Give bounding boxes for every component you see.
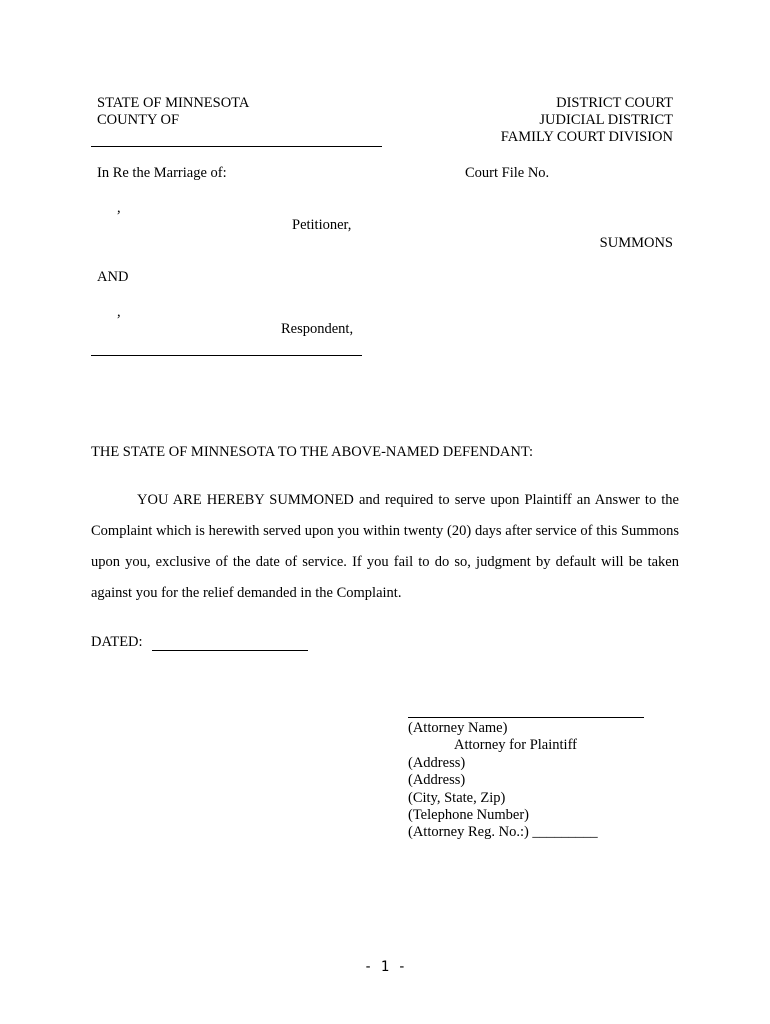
summons-paragraph: YOU ARE HEREBY SUMMONED and required to serve upon Plaintiff an Answer to the Complaint which is herewith served upon you within twenty (20) days after service of this Summons upon you, exclusive of the date of service. If you fail to do so, judgment by default will be taken against you for the relief demanded in the Complaint. [91, 492, 679, 601]
district-label: JUDICIAL DISTRICT [539, 112, 673, 128]
petitioner-label: Petitioner, [292, 217, 352, 233]
court-file-label: Court File No. [465, 165, 550, 181]
attorney-address-2: (Address) [408, 772, 466, 789]
attorney-name: (Attorney Name) [408, 720, 508, 736]
caption-bottom-rule [91, 355, 362, 356]
page-number: - 1 - [363, 959, 407, 975]
dated-label: DATED: [91, 634, 143, 650]
attorney-signature-block [408, 720, 598, 842]
document-title: SUMMONS [599, 235, 673, 251]
division-label: FAMILY COURT DIVISION [500, 129, 673, 145]
attorney-address-1: (Address) [408, 754, 466, 771]
petitioner-name-comma: , [117, 200, 121, 216]
attorney-city-state-zip: (City, State, Zip) [408, 789, 506, 806]
dated-signature-line[interactable] [152, 650, 308, 651]
respondent-name-comma: , [117, 304, 121, 320]
state-label: STATE OF MINNESOTA [97, 95, 250, 111]
and-label: AND [97, 269, 129, 285]
attorney-signature-line[interactable] [408, 717, 644, 718]
in-re-label: In Re the Marriage of: [97, 165, 227, 181]
attorney-telephone: (Telephone Number) [408, 807, 529, 824]
county-underline [91, 146, 382, 147]
respondent-label: Respondent, [281, 321, 354, 337]
attorney-role: Attorney for Plaintiff [454, 737, 577, 754]
salutation: THE STATE OF MINNESOTA TO THE ABOVE-NAMED DEFENDANT: [91, 444, 534, 460]
county-label: COUNTY OF [97, 112, 180, 128]
court-label: DISTRICT COURT [556, 95, 673, 111]
attorney-reg-number: (Attorney Reg. No.:) _________ [408, 824, 598, 841]
